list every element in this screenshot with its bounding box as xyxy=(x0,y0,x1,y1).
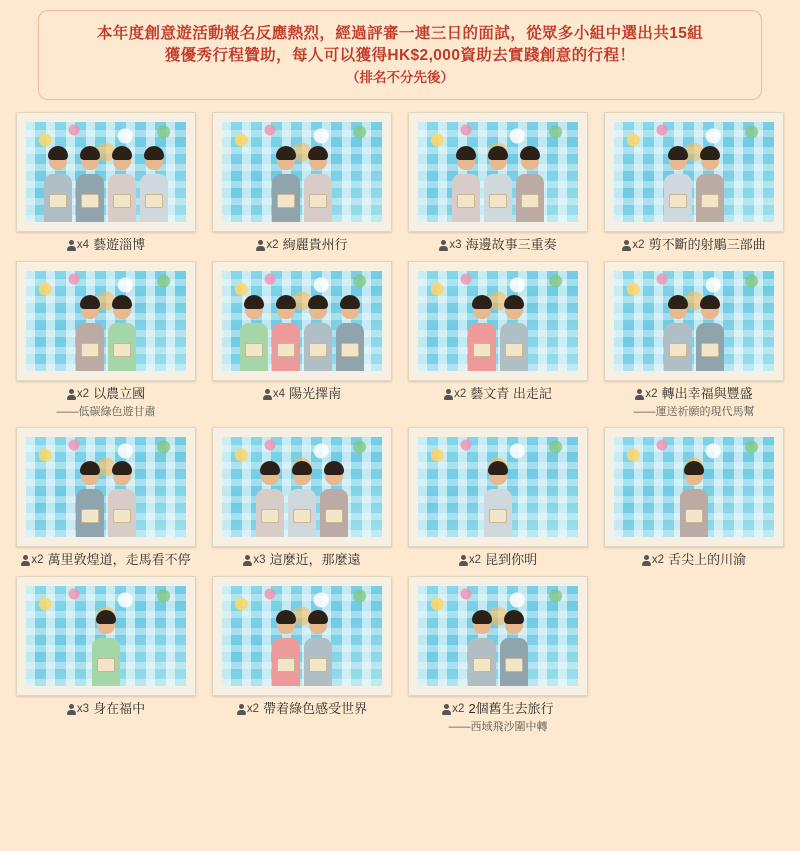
participant-count-label: x3 xyxy=(449,239,462,251)
project-title: 這麼近，那麼遠 xyxy=(269,552,361,567)
person-figure xyxy=(335,293,365,371)
held-card xyxy=(701,194,719,208)
people-group xyxy=(614,144,774,222)
participant-count xyxy=(67,701,89,717)
photo-frame xyxy=(408,427,588,547)
winner-card xyxy=(204,576,400,734)
held-card xyxy=(81,343,99,357)
person-hair xyxy=(260,461,280,475)
photo-frame xyxy=(408,261,588,381)
person-figure xyxy=(271,608,301,686)
person-hair xyxy=(668,295,688,309)
held-card xyxy=(473,343,491,357)
caption xyxy=(206,237,398,253)
person-figure xyxy=(75,293,105,371)
caption xyxy=(206,701,398,717)
held-card xyxy=(113,509,131,523)
project-title: 舌尖上的川渝 xyxy=(668,552,747,567)
held-card xyxy=(245,343,263,357)
project-title: 藝文青 出走記 xyxy=(470,386,552,401)
people-group xyxy=(418,459,578,537)
person-figure xyxy=(679,459,709,537)
winner-card xyxy=(204,261,400,419)
caption xyxy=(10,701,202,717)
winner-card xyxy=(8,427,204,568)
participant-count xyxy=(444,386,466,402)
person-icon xyxy=(439,240,448,251)
caption xyxy=(206,386,398,402)
announcement-banner xyxy=(38,10,762,100)
project-subtitle: ——運送祈願的現代馬幫 xyxy=(633,406,755,418)
participant-count-label: x3 xyxy=(253,554,266,566)
people-group xyxy=(418,293,578,371)
winner-card xyxy=(400,427,596,568)
people-group xyxy=(418,144,578,222)
person-figure xyxy=(515,144,545,222)
participant-count-label: x2 xyxy=(266,239,279,251)
held-card xyxy=(457,194,475,208)
person-hair xyxy=(324,461,344,475)
group-photo xyxy=(418,122,578,222)
person-hair xyxy=(520,146,540,160)
held-card xyxy=(309,658,327,672)
caption xyxy=(402,552,594,568)
held-card xyxy=(145,194,163,208)
group-photo xyxy=(614,271,774,371)
people-group xyxy=(614,459,774,537)
participant-count-label: x4 xyxy=(76,239,90,251)
people-group xyxy=(614,293,774,371)
winner-card xyxy=(400,576,596,734)
person-figure xyxy=(271,144,301,222)
photo-frame xyxy=(408,112,588,232)
project-title: 藝遊淄博 xyxy=(93,237,146,252)
person-hair xyxy=(308,610,328,624)
participant-count xyxy=(243,552,265,568)
participant-count-label: x2 xyxy=(468,554,482,566)
person-icon xyxy=(622,240,631,251)
group-photo xyxy=(222,122,382,222)
caption xyxy=(10,386,202,402)
banner-line-3: （排名不分先後） xyxy=(346,70,454,85)
people-group xyxy=(222,459,382,537)
group-photo xyxy=(222,586,382,686)
photo-frame xyxy=(212,576,392,696)
caption xyxy=(402,237,594,253)
person-hair xyxy=(488,461,508,475)
held-card xyxy=(49,194,67,208)
person-hair xyxy=(340,295,360,309)
photo-frame xyxy=(16,576,196,696)
held-card xyxy=(309,194,327,208)
group-photo xyxy=(614,122,774,222)
winner-card xyxy=(596,427,792,568)
person-figure xyxy=(75,459,105,537)
person-icon xyxy=(67,704,76,715)
group-photo xyxy=(418,437,578,537)
person-hair xyxy=(96,610,116,624)
participant-count-label: x2 xyxy=(76,388,90,400)
participant-count-label: x2 xyxy=(452,703,465,715)
held-card xyxy=(341,343,359,357)
person-figure xyxy=(107,144,137,222)
group-photo xyxy=(222,437,382,537)
photo-frame xyxy=(604,112,784,232)
person-hair xyxy=(684,461,704,475)
person-hair xyxy=(472,610,492,624)
project-title: 以農立國 xyxy=(93,386,146,401)
held-card xyxy=(97,658,115,672)
project-title: 帶着綠色感受世界 xyxy=(263,701,368,716)
person-figure xyxy=(451,144,481,222)
group-photo xyxy=(26,437,186,537)
people-group xyxy=(26,293,186,371)
person-hair xyxy=(144,146,164,160)
participant-count-label: x2 xyxy=(632,239,645,251)
person-figure xyxy=(695,144,725,222)
person-icon xyxy=(237,704,246,715)
held-card xyxy=(113,194,131,208)
person-icon xyxy=(444,389,453,400)
project-title: 身在福中 xyxy=(93,701,146,716)
participant-count xyxy=(439,237,461,253)
person-figure xyxy=(107,459,137,537)
participant-count xyxy=(21,552,43,568)
project-subtitle: ——西域飛沙圍中轉 xyxy=(448,721,548,733)
person-figure xyxy=(663,293,693,371)
banner-line-2: 獲優秀行程贊助，每人可以獲得HK$2,000資助去實踐創意的行程！ xyxy=(164,47,636,64)
people-group xyxy=(222,608,382,686)
project-title: 轉出幸福與豐盛 xyxy=(661,386,753,401)
participant-count xyxy=(642,552,664,568)
winner-card xyxy=(204,112,400,253)
project-title: 陽光擇南 xyxy=(289,386,342,401)
held-card xyxy=(489,509,507,523)
held-card xyxy=(277,343,295,357)
participant-count-label: x2 xyxy=(454,388,467,400)
held-card xyxy=(325,509,343,523)
person-figure xyxy=(499,293,529,371)
project-subtitle-wrap xyxy=(402,718,594,734)
photo-frame xyxy=(16,261,196,381)
winner-card xyxy=(596,261,792,419)
participant-count xyxy=(263,386,285,402)
person-figure xyxy=(303,293,333,371)
caption xyxy=(10,237,202,253)
photo-frame xyxy=(212,261,392,381)
project-title: 2個舊生去旅行 xyxy=(468,701,554,716)
participant-count-label: x2 xyxy=(651,554,665,566)
person-figure xyxy=(75,144,105,222)
person-hair xyxy=(276,295,296,309)
project-subtitle: ——低碳綠色遊甘肅 xyxy=(56,406,156,418)
group-photo xyxy=(26,586,186,686)
person-hair xyxy=(308,146,328,160)
caption xyxy=(206,552,398,568)
person-hair xyxy=(112,295,132,309)
winners-grid xyxy=(0,112,800,742)
person-hair xyxy=(472,295,492,309)
person-figure xyxy=(91,608,121,686)
held-card xyxy=(81,194,99,208)
group-photo xyxy=(222,271,382,371)
person-hair xyxy=(700,146,720,160)
person-figure xyxy=(239,293,269,371)
person-hair xyxy=(80,295,100,309)
person-icon xyxy=(459,555,468,566)
held-card xyxy=(669,343,687,357)
held-card xyxy=(489,194,507,208)
project-title: 海邊故事三重奏 xyxy=(465,237,557,252)
held-card xyxy=(261,509,279,523)
held-card xyxy=(277,658,295,672)
person-hair xyxy=(700,295,720,309)
person-hair xyxy=(456,146,476,160)
person-icon xyxy=(442,704,451,715)
people-group xyxy=(418,608,578,686)
person-icon xyxy=(21,555,30,566)
people-group xyxy=(26,459,186,537)
held-card xyxy=(701,343,719,357)
person-figure xyxy=(695,293,725,371)
person-icon xyxy=(642,555,651,566)
winner-card xyxy=(596,112,792,253)
person-hair xyxy=(80,461,100,475)
held-card xyxy=(669,194,687,208)
caption xyxy=(598,237,790,253)
person-figure xyxy=(319,459,349,537)
held-card xyxy=(505,658,523,672)
photo-frame xyxy=(212,112,392,232)
person-hair xyxy=(112,146,132,160)
participant-count xyxy=(237,701,259,717)
person-icon xyxy=(67,240,76,251)
participant-count xyxy=(256,237,278,253)
person-figure xyxy=(107,293,137,371)
winner-card xyxy=(400,112,596,253)
person-hair xyxy=(504,295,524,309)
caption xyxy=(402,701,594,717)
people-group xyxy=(222,144,382,222)
winner-card xyxy=(8,112,204,253)
person-hair xyxy=(276,610,296,624)
person-figure xyxy=(483,459,513,537)
participant-count xyxy=(459,552,481,568)
participant-count-label: x2 xyxy=(645,388,658,400)
project-title: 昆到你明 xyxy=(485,552,538,567)
photo-frame xyxy=(16,427,196,547)
person-icon xyxy=(263,389,272,400)
person-icon xyxy=(67,389,76,400)
photo-frame xyxy=(212,427,392,547)
held-card xyxy=(277,194,295,208)
caption xyxy=(10,552,202,568)
person-hair xyxy=(488,146,508,160)
caption xyxy=(598,386,790,402)
person-hair xyxy=(276,146,296,160)
person-hair xyxy=(80,146,100,160)
people-group xyxy=(222,293,382,371)
person-figure xyxy=(303,144,333,222)
winner-card xyxy=(8,576,204,734)
participant-count xyxy=(622,237,644,253)
person-hair xyxy=(668,146,688,160)
person-figure xyxy=(467,608,497,686)
held-card xyxy=(505,343,523,357)
photo-frame xyxy=(604,261,784,381)
held-card xyxy=(309,343,327,357)
person-hair xyxy=(244,295,264,309)
person-figure xyxy=(663,144,693,222)
person-hair xyxy=(292,461,312,475)
participant-count xyxy=(67,237,89,253)
held-card xyxy=(81,509,99,523)
person-hair xyxy=(112,461,132,475)
person-figure xyxy=(43,144,73,222)
held-card xyxy=(113,343,131,357)
participant-count xyxy=(67,386,89,402)
person-figure xyxy=(139,144,169,222)
photo-frame xyxy=(16,112,196,232)
person-figure xyxy=(287,459,317,537)
winner-card xyxy=(400,261,596,419)
group-photo xyxy=(26,271,186,371)
project-title: 剪不斷的射鵰三部曲 xyxy=(648,237,766,252)
page-root xyxy=(0,10,800,851)
participant-count xyxy=(442,701,464,717)
group-photo xyxy=(418,271,578,371)
person-hair xyxy=(308,295,328,309)
caption xyxy=(598,552,790,568)
project-subtitle-wrap xyxy=(598,403,790,419)
participant-count-label: x3 xyxy=(76,703,90,715)
person-figure xyxy=(303,608,333,686)
photo-frame xyxy=(604,427,784,547)
winner-card xyxy=(204,427,400,568)
person-hair xyxy=(504,610,524,624)
person-figure xyxy=(255,459,285,537)
participant-count-label: x2 xyxy=(246,703,260,715)
held-card xyxy=(473,658,491,672)
group-photo xyxy=(614,437,774,537)
project-title: 絢麗貴州行 xyxy=(282,237,348,252)
person-icon xyxy=(635,389,644,400)
project-title: 萬里敦煌道，走馬看不停 xyxy=(47,552,191,567)
project-subtitle-wrap xyxy=(10,403,202,419)
participant-count-label: x4 xyxy=(272,388,286,400)
group-photo xyxy=(26,122,186,222)
person-figure xyxy=(499,608,529,686)
held-card xyxy=(521,194,539,208)
person-icon xyxy=(256,240,265,251)
participant-count-label: x2 xyxy=(31,554,44,566)
held-card xyxy=(685,509,703,523)
held-card xyxy=(293,509,311,523)
people-group xyxy=(26,144,186,222)
caption xyxy=(402,386,594,402)
person-hair xyxy=(48,146,68,160)
group-photo xyxy=(418,586,578,686)
person-figure xyxy=(271,293,301,371)
banner-line-1: 本年度創意遊活動報名反應熱烈，經過評審一連三日的面試，從眾多小組中選出共15組 xyxy=(96,25,704,42)
participant-count xyxy=(635,386,657,402)
winner-card xyxy=(8,261,204,419)
person-figure xyxy=(483,144,513,222)
person-icon xyxy=(243,555,252,566)
person-figure xyxy=(467,293,497,371)
photo-frame xyxy=(408,576,588,696)
people-group xyxy=(26,608,186,686)
